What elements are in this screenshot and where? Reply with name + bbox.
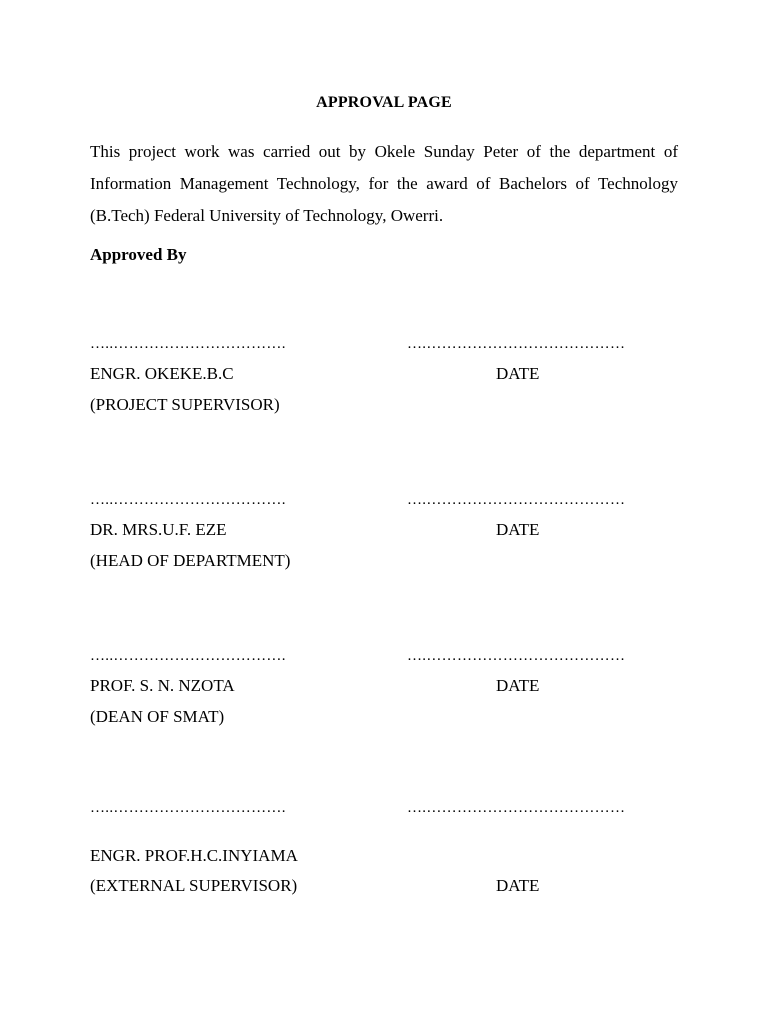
signature-line: …..……………………………. [90, 648, 286, 664]
signature-block-supervisor [0, 336, 768, 456]
signature-block-hod [0, 492, 768, 612]
signatory-role: (HEAD OF DEPARTMENT) [90, 551, 291, 570]
date-label: DATE [496, 676, 540, 695]
approved-by-heading: Approved By [90, 245, 187, 264]
signature-line: …..……………………………. [90, 336, 286, 352]
date-label: DATE [496, 364, 540, 383]
signature-block-external [0, 800, 768, 920]
signatory-role: (EXTERNAL SUPERVISOR) [90, 876, 298, 895]
date-line: ….………………………………… [407, 336, 626, 352]
date-line: ….………………………………… [407, 648, 626, 664]
page-title: APPROVAL PAGE [316, 94, 452, 111]
intro-paragraph: This project work was carried out by Okele Sunday Peter of the department of Information Management Technology, for the award of Bachelors of Technology (B.Tech) Federal University of Technology, Owerri. [90, 142, 678, 225]
date-line: ….………………………………… [407, 492, 626, 508]
signatory-name: DR. MRS.U.F. EZE [90, 520, 227, 539]
signatory-name: PROF. S. N. NZOTA [90, 676, 235, 695]
date-label: DATE [496, 876, 540, 895]
signatory-name: ENGR. OKEKE.B.C [90, 364, 234, 383]
signatory-role: (DEAN OF SMAT) [90, 707, 225, 726]
signatory-name: ENGR. PROF.H.C.INYIAMA [90, 846, 298, 865]
signature-block-dean [0, 648, 768, 768]
signature-line: …..……………………………. [90, 800, 286, 816]
signature-line: …..……………………………. [90, 492, 286, 508]
date-line: ….………………………………… [407, 800, 626, 816]
signatory-role: (PROJECT SUPERVISOR) [90, 395, 280, 414]
date-label: DATE [496, 520, 540, 539]
